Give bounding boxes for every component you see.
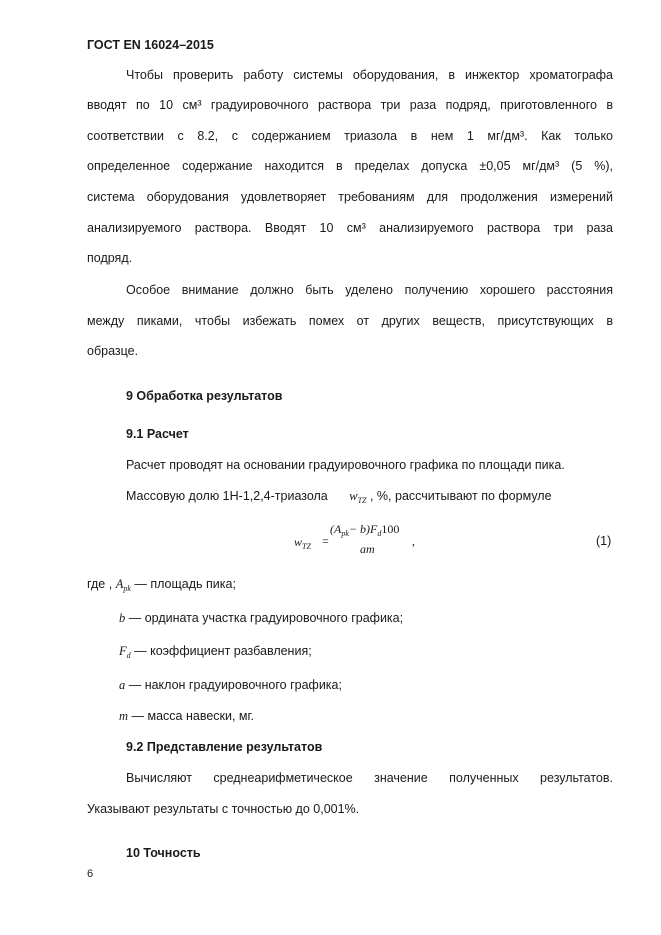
para1-line-6: анализируемого раствора. Вводят 10 см³ анализируемого раствора три раза	[87, 221, 613, 235]
formula-numerator: $(A_{pk}- b)F_d100$	[330, 522, 400, 538]
intro-text-after: , %, рассчитывают по формуле	[369, 489, 552, 503]
section-9-1-heading: 9.1 Расчет	[126, 427, 189, 441]
para1-line-3: соответствии с 8.2, с содержанием триазола в нем 1 мг/дм³. Как только	[87, 129, 613, 143]
definition-A-pk: где , $A_{pk}$ — площадь пика;	[87, 577, 236, 593]
para2-line-2: между пиками, чтобы избежать помех от других веществ, присутствующих в	[87, 314, 613, 328]
para1-line-2: вводят по 10 см³ градуировочного раствора три раза подряд, приготовленного в	[87, 98, 613, 112]
formula	[294, 522, 424, 558]
formula-equals: =	[322, 534, 329, 548]
para1-line-1: Чтобы проверить работу системы оборудования, в инжектор хроматографа	[126, 68, 613, 82]
formula-number: (1)	[596, 534, 612, 548]
definition-b: b — ордината участка градуировочного графика;	[119, 611, 404, 625]
definition-a: a — наклон градуировочного графика;	[119, 678, 342, 692]
symbol-A-pk: $A_{pk}$	[115, 577, 131, 593]
definition-m: m — масса навески, мг.	[119, 709, 255, 723]
para1-line-4: определенное содержание находится в пределах допуска ±0,05 мг/дм³ (5 %),	[87, 159, 613, 173]
para1-line-5: система оборудования удовлетворяет требованиям для продолжения измерений	[87, 190, 613, 204]
intro-symbol-w: $w_{TZ}$	[349, 489, 367, 505]
document-header: ГОСТ EN 16024–2015	[87, 38, 214, 52]
result-line-2: Указывают результаты с точностью до 0,001%.	[87, 802, 360, 816]
section-10-heading: 10 Точность	[126, 846, 201, 860]
section-9-1-text: Расчет проводят на основании градуировочного графика по площади пика.	[126, 458, 565, 472]
result-line-1: Вычисляют среднеарифметическое значение полученных результатов.	[126, 771, 613, 785]
intro-text-before: Массовую долю 1Н-1,2,4-триазола	[126, 489, 328, 503]
para1-line-7: подряд.	[87, 251, 133, 265]
page-number: 6	[87, 868, 94, 880]
para2-line-1: Особое внимание должно быть уделено получению хорошего расстояния	[126, 283, 613, 297]
para2-line-3: образце.	[87, 344, 139, 358]
definition-F-d: $F_d$ — коэффициент разбавления;	[119, 644, 312, 660]
formula-trailing-comma: ,	[412, 534, 415, 548]
section-9-2-heading: 9.2 Представление результатов	[126, 740, 323, 754]
formula-denominator: am	[360, 542, 375, 556]
formula-lhs: $w_{TZ}$	[294, 535, 311, 551]
section-9-1-formula-intro	[126, 487, 552, 505]
section-9-heading: 9 Обработка результатов	[126, 389, 283, 403]
